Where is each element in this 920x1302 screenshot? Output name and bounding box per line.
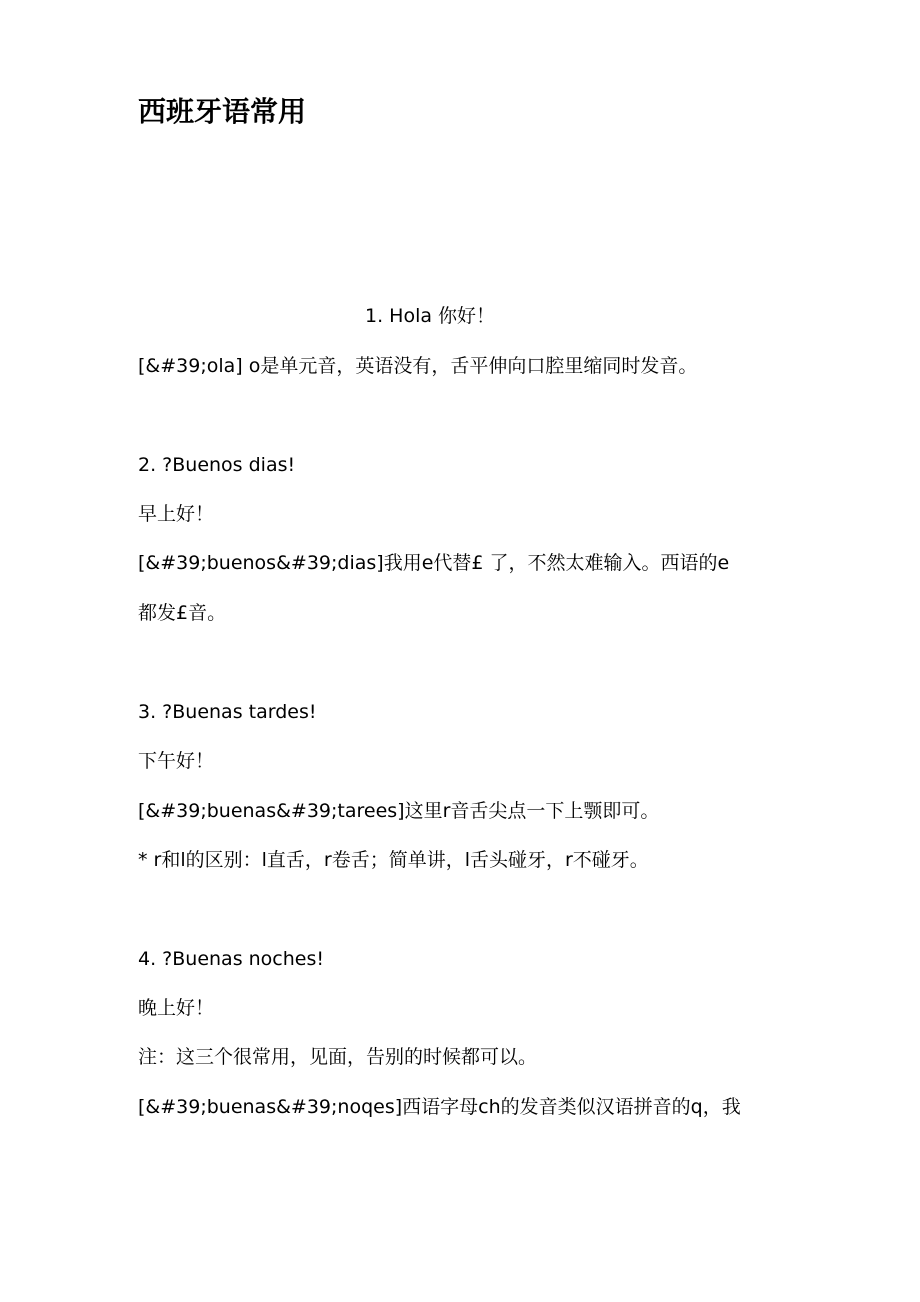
item-1-heading: 1. Hola 你好！ bbox=[365, 305, 496, 327]
item-3-note: * r和l的区别：l直舌，r卷舌；简单讲，l舌头碰牙，r不碰牙。 bbox=[138, 849, 649, 871]
document-title: 西班牙语常用 bbox=[138, 95, 307, 128]
item-4-note: 注：这三个很常用，见面，告别的时候都可以。 bbox=[138, 1046, 538, 1068]
item-3-translation: 下午好！ bbox=[138, 750, 215, 772]
item-4-translation: 晚上好！ bbox=[138, 997, 215, 1019]
item-2-pronunciation: [&#39;buenos&#39;dias]我用e代替£ 了，不然太难输入。西语的e bbox=[138, 552, 730, 574]
item-3-heading: 3. ?Buenas tardes! bbox=[138, 701, 317, 723]
item-1-pronunciation: [&#39;ola] o是单元音，英语没有，舌平伸向口腔里缩同时发音。 bbox=[138, 355, 698, 377]
item-4-heading: 4. ?Buenas noches! bbox=[138, 948, 325, 970]
item-2-pronunciation-cont: 都发£音。 bbox=[138, 602, 227, 624]
item-3-pronunciation: [&#39;buenas&#39;tarees]这里r音舌尖点一下上颚即可。 bbox=[138, 800, 660, 822]
item-4-pronunciation: [&#39;buenas&#39;noqes]西语字母ch的发音类似汉语拼音的q，我 bbox=[138, 1096, 741, 1118]
item-2-heading: 2. ?Buenos dias! bbox=[138, 454, 296, 476]
item-2-translation: 早上好！ bbox=[138, 503, 215, 525]
